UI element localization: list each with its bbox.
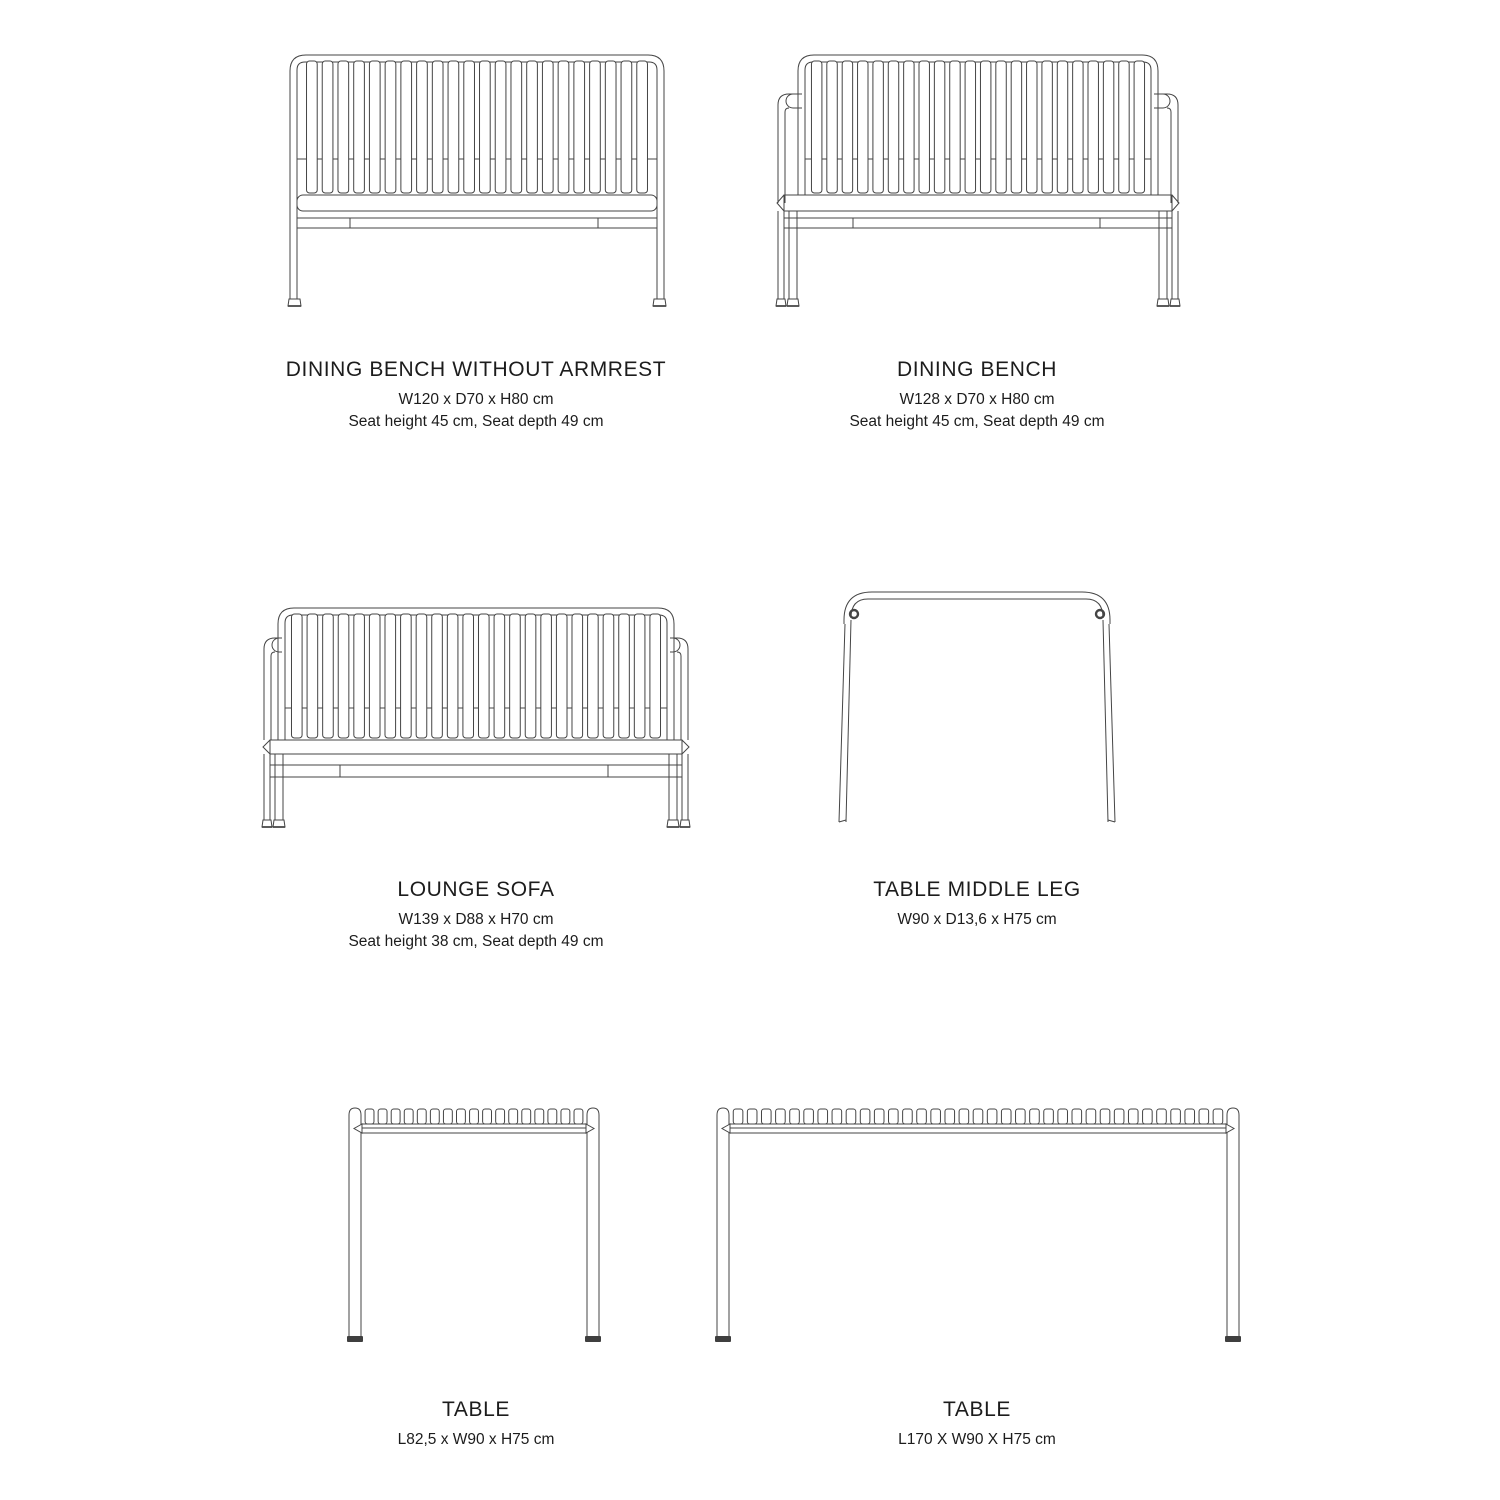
product-dimensions: W120 x D70 x H80 cm bbox=[398, 391, 554, 408]
product-title: TABLE MIDDLE LEG bbox=[873, 878, 1081, 901]
table-middle-leg-drawing bbox=[838, 590, 1116, 830]
product-dimensions: W90 x D13,6 x H75 cm bbox=[897, 911, 1057, 928]
product-dimensions: L82,5 x W90 x H75 cm bbox=[397, 1431, 555, 1448]
product-card bbox=[677, 358, 1277, 433]
product-dimensions: W139 x D88 x H70 cm bbox=[398, 911, 554, 928]
dining-bench-without-armrest-drawing bbox=[288, 53, 666, 309]
product-card bbox=[677, 1398, 1277, 1451]
product-seat-info: Seat height 45 cm, Seat depth 49 cm bbox=[849, 413, 1105, 430]
table-small-drawing bbox=[346, 1106, 602, 1346]
table-large-drawing bbox=[714, 1106, 1242, 1346]
product-title: DINING BENCH WITHOUT ARMREST bbox=[285, 358, 667, 381]
product-title: TABLE bbox=[442, 1398, 510, 1421]
product-card bbox=[677, 878, 1277, 931]
lounge-sofa-drawing bbox=[262, 606, 690, 830]
product-seat-info: Seat height 45 cm, Seat depth 49 cm bbox=[348, 413, 604, 430]
product-title: TABLE bbox=[943, 1398, 1011, 1421]
product-title: DINING BENCH bbox=[896, 358, 1058, 381]
product-dimensions: L170 X W90 X H75 cm bbox=[898, 1431, 1056, 1448]
dining-bench-drawing bbox=[776, 53, 1180, 309]
product-dimensions: W128 x D70 x H80 cm bbox=[899, 391, 1055, 408]
product-seat-info: Seat height 38 cm, Seat depth 49 cm bbox=[348, 933, 604, 950]
product-title: LOUNGE SOFA bbox=[397, 878, 555, 901]
